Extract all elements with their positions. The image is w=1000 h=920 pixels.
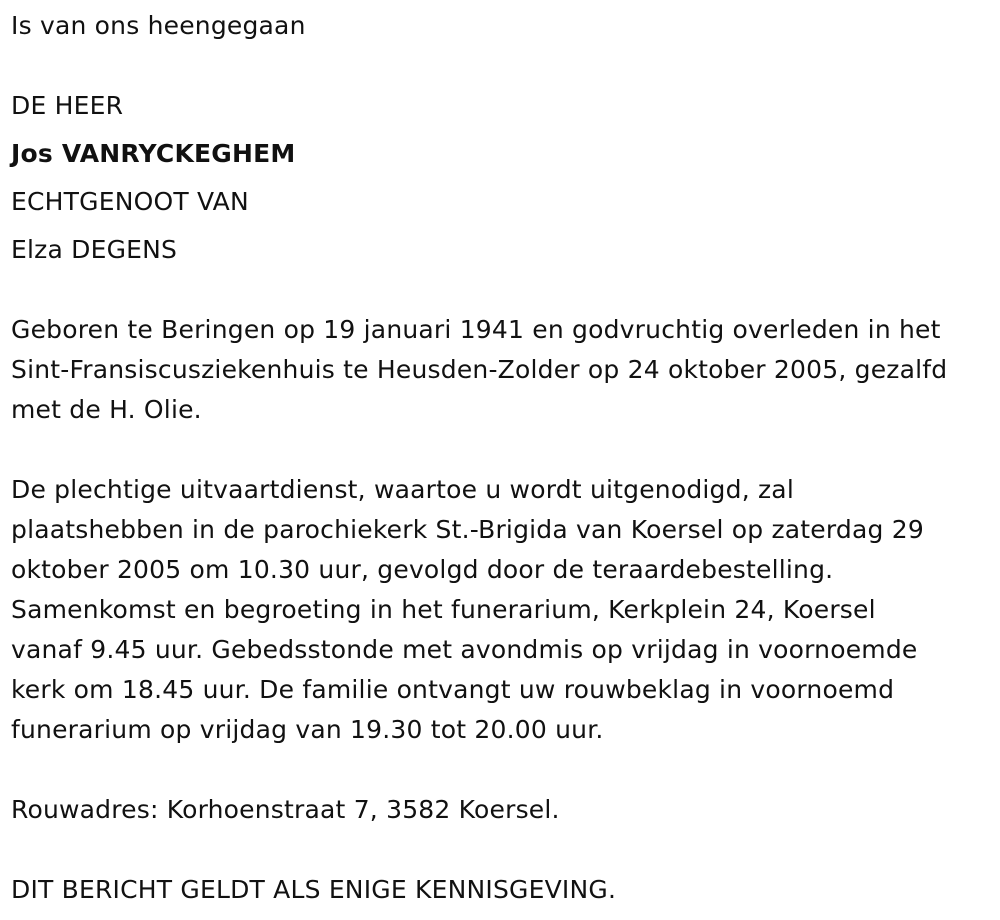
funeral-line: funerarium op vrijdag van 19.30 tot 20.00 uur. bbox=[11, 715, 604, 744]
funeral-line: De plechtige uitvaartdienst, waartoe u wordt uitgenodigd, zal bbox=[11, 475, 794, 504]
honorific-title: DE HEER bbox=[11, 91, 124, 120]
spouse-name: Elza DEGENS bbox=[11, 235, 178, 264]
funeral-line: kerk om 18.45 uur. De familie ontvangt uw rouwbeklag in voornoemd bbox=[11, 675, 895, 704]
address-value: Korhoenstraat 7, 3582 Koersel. bbox=[166, 795, 560, 824]
birth-line: met de H. Olie. bbox=[11, 395, 202, 424]
notice-line: DIT BERICHT GELDT ALS ENIGE KENNISGEVING. bbox=[11, 875, 617, 904]
funeral-paragraph bbox=[11, 470, 924, 750]
mourning-address bbox=[11, 790, 560, 830]
birth-line: Sint-Fransiscusziekenhuis te Heusden-Zolder op 24 oktober 2005, gezalfd bbox=[11, 355, 948, 384]
funeral-line: Samenkomst en begroeting in het funerarium, Kerkplein 24, Koersel bbox=[11, 595, 876, 624]
address-label: Rouwadres: bbox=[11, 795, 159, 824]
spouse-label: ECHTGENOOT VAN bbox=[11, 187, 249, 216]
birth-line: Geboren te Beringen op 19 januari 1941 en godvruchtig overleden in het bbox=[11, 315, 941, 344]
deceased-last-name: VANRYCKEGHEM bbox=[61, 139, 296, 168]
intro-line: Is van ons heengegaan bbox=[11, 11, 306, 40]
deceased-name bbox=[11, 134, 296, 174]
funeral-line: plaatshebben in de parochiekerk St.-Brigida van Koersel op zaterdag 29 bbox=[11, 515, 924, 544]
deceased-first-name: Jos bbox=[11, 139, 53, 168]
birth-paragraph bbox=[11, 310, 947, 430]
funeral-line: vanaf 9.45 uur. Gebedsstonde met avondmis op vrijdag in voornoemde bbox=[11, 635, 918, 664]
funeral-line: oktober 2005 om 10.30 uur, gevolgd door de teraardebestelling. bbox=[11, 555, 834, 584]
